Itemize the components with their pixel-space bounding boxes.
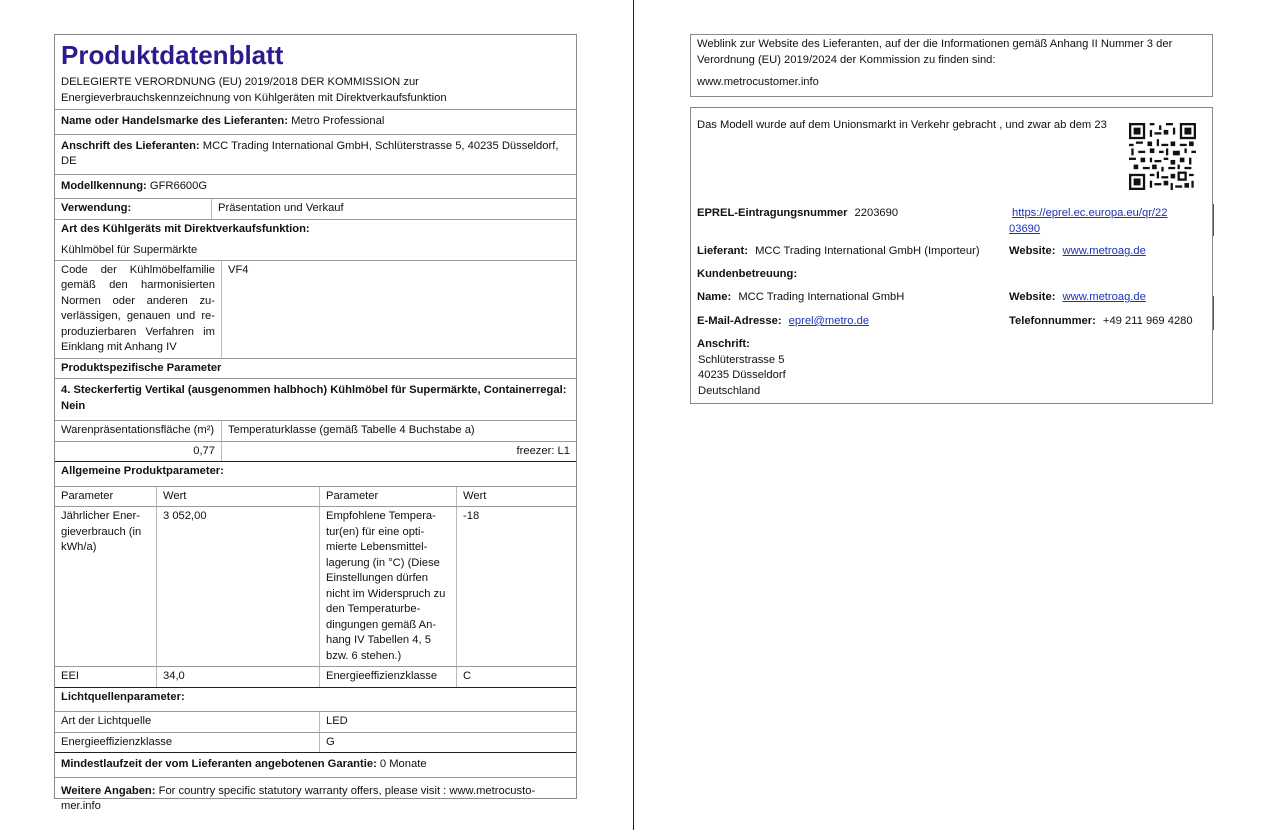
specific-params-title: Produktspezifische Parameter: [61, 361, 222, 374]
page-divider: [633, 0, 634, 830]
name-row: [697, 290, 904, 306]
contact-box: [690, 107, 1213, 404]
light-class-value: G: [326, 735, 335, 748]
use-label: Verwendung:: [55, 199, 212, 219]
area-value-row: [55, 442, 576, 463]
support-label: Kundenbetreuung:: [697, 268, 798, 280]
market-text: Das Modell wurde auf dem Unionsmarkt in Verkehr gebracht , und zwar ab dem 23: [697, 119, 1107, 131]
family-label: Code der Kühlmöbelfamilie gemäß den harmonisierten Normen oder anderen zu-verlässigen, genauen und re-produzierbaren Verfahren im Einklang mit Anhang IV: [55, 261, 222, 358]
supplier-label: Lieferant:: [697, 245, 748, 257]
header-section: [55, 35, 576, 110]
type-value: Kühlmöbel für Supermärkte: [61, 244, 198, 256]
website-link[interactable]: www.metroag.de: [1062, 245, 1146, 257]
col-value2: Wert: [463, 489, 487, 502]
light-type-label: Art der Lichtquelle: [55, 712, 320, 732]
support-heading: [697, 267, 797, 283]
phone-label: Telefonnummer:: [1009, 315, 1096, 327]
model-value: GFR6600G: [149, 179, 208, 192]
more-value: For country specific statutory warranty offers, please visit : www.metrocusto-mer.info: [61, 784, 536, 812]
area-label: Warenpräsentationsfläche (m²): [55, 421, 222, 441]
specific-params-heading: [55, 359, 576, 380]
brand-value: Metro Professional: [291, 115, 385, 127]
website2-row: [1009, 290, 1146, 306]
family-value: VF4: [228, 263, 249, 276]
address-heading: Anschrift:: [697, 338, 750, 350]
eprel-row: [697, 206, 898, 222]
qr-code-icon[interactable]: [1129, 123, 1196, 190]
energy-value: 3 052,00: [157, 507, 320, 666]
more-row: [55, 778, 576, 817]
table-edge: [1213, 204, 1214, 236]
weblink-url: www.metrocustomer.info: [697, 76, 819, 88]
more-label: Weitere Angaben:: [61, 784, 156, 797]
energy-label: Jährlicher Ener-gieverbrauch (in kWh/a): [55, 507, 157, 666]
category-text: 4. Steckerfertig Vertikal (ausgenommen halbhoch) Kühlmöbel für Supermärkte, Containerregal: Nein: [61, 384, 567, 412]
light-type-row: [55, 712, 576, 733]
warranty-row: [55, 753, 576, 778]
supplier-value: MCC Trading International GmbH (Importeur): [755, 245, 980, 257]
address-line-3: Deutschland: [698, 384, 761, 397]
eprel-link-line1[interactable]: https://eprel.ec.europa.eu/qr/22: [1012, 207, 1168, 219]
model-label: Modellkennung:: [61, 179, 147, 192]
eei-value: 34,0: [157, 667, 320, 687]
name-label: Name:: [697, 291, 732, 303]
eprel-value: 2203690: [854, 207, 899, 219]
email-link[interactable]: eprel@metro.de: [788, 315, 870, 327]
eprel-link-line2[interactable]: 03690: [1009, 222, 1041, 235]
type-row: [55, 220, 576, 261]
type-label: Art des Kühlgeräts mit Direktverkaufsfunktion:: [61, 222, 310, 235]
brand-label: Name oder Handelsmarke des Lieferanten:: [61, 115, 288, 127]
eprel-label: EPREL-Eintragungsnummer: [697, 207, 848, 219]
address-line-2: 40235 Düsseldorf: [698, 369, 786, 381]
address-block: [697, 337, 786, 399]
light-params-title: Lichtquellenparameter:: [61, 690, 185, 703]
phone-value: +49 211 969 4280: [1102, 315, 1193, 327]
model-row: [55, 175, 576, 200]
name-value: MCC Trading International GmbH: [738, 291, 905, 303]
col-param2: Parameter: [320, 487, 457, 507]
use-value: Präsentation und Verkauf: [218, 202, 344, 214]
website-row: [1009, 244, 1146, 260]
use-row: [55, 199, 576, 220]
warranty-label: Mindestlaufzeit der vom Lieferanten angebotenen Garantie:: [61, 758, 377, 770]
tempclass-value: freezer: L1: [516, 444, 570, 457]
temp-value: -18: [463, 510, 480, 522]
eclass-label: Energieeffizienzklasse: [320, 667, 457, 687]
weblink-text: Weblink zur Website des Lieferanten, auf der die Informationen gemäß Anhang II Nummer 3 der Verordnung (EU) 2019/2024 der Kommission zu finden sind:: [697, 38, 1173, 66]
warranty-value: 0 Monate: [379, 758, 427, 770]
light-class-label: Energieeffizienzklasse: [55, 733, 320, 753]
address-line-1: Schlüterstrasse 5: [698, 353, 785, 366]
eprel-link[interactable]: [1009, 206, 1189, 237]
page-title: Produktdatenblatt: [61, 40, 284, 70]
family-row: [55, 261, 576, 359]
area-header-row: [55, 421, 576, 442]
light-params-heading: [55, 688, 576, 713]
eclass-value: C: [463, 670, 472, 682]
phone-row: [1009, 314, 1193, 330]
supplier-row: [697, 244, 980, 260]
address-value: MCC Trading International GmbH, Schlüterstrasse 5, 40235 Düsseldorf, DE: [61, 139, 559, 167]
address-label: Anschrift des Lieferanten:: [61, 139, 200, 152]
col-value: Wert: [157, 487, 320, 507]
regulation-text: DELEGIERTE VERORDNUNG (EU) 2019/2018 DER KOMMISSION zur Energieverbrauchskennzeichnung von Kühlgeräten mit Direktverkaufsfunktion: [61, 76, 447, 104]
email-row: [697, 314, 869, 330]
website-label: Website:: [1009, 245, 1056, 257]
address-row: [55, 135, 576, 175]
category-row: [55, 379, 576, 421]
tempclass-label: Temperaturklasse (gemäß Tabelle 4 Buchstabe a): [228, 424, 475, 436]
temp-label: Empfohlene Tempera-tur(en) für eine opti-mierte Lebensmittel-lagerung (in °C) (Diese Einstellungen dürfen nicht im Widerspruch zu den Temperaturbe-dingungen gemäß An-hang IV Tabellen 4, 5 bzw. 6 stehen.): [320, 507, 457, 666]
brand-row: [55, 110, 576, 135]
param-row-eei: [55, 667, 576, 688]
area-value: 0,77: [55, 442, 222, 462]
col-param: Parameter: [55, 487, 157, 507]
param-row-energy: [55, 507, 576, 667]
param-table-header: [55, 487, 576, 508]
eei-label: EEI: [55, 667, 157, 687]
light-type-value: LED: [326, 715, 348, 727]
table-edge-2: [1213, 296, 1214, 330]
datasheet-table: [54, 34, 577, 812]
email-label: E-Mail-Adresse:: [697, 315, 782, 327]
website2-label: Website:: [1009, 291, 1056, 303]
weblink-box: [690, 34, 1213, 97]
website2-link[interactable]: www.metroag.de: [1062, 291, 1146, 303]
general-params-heading: [55, 462, 576, 487]
general-params-title: Allgemeine Produktparameter:: [61, 465, 224, 477]
light-class-row: [55, 733, 576, 754]
